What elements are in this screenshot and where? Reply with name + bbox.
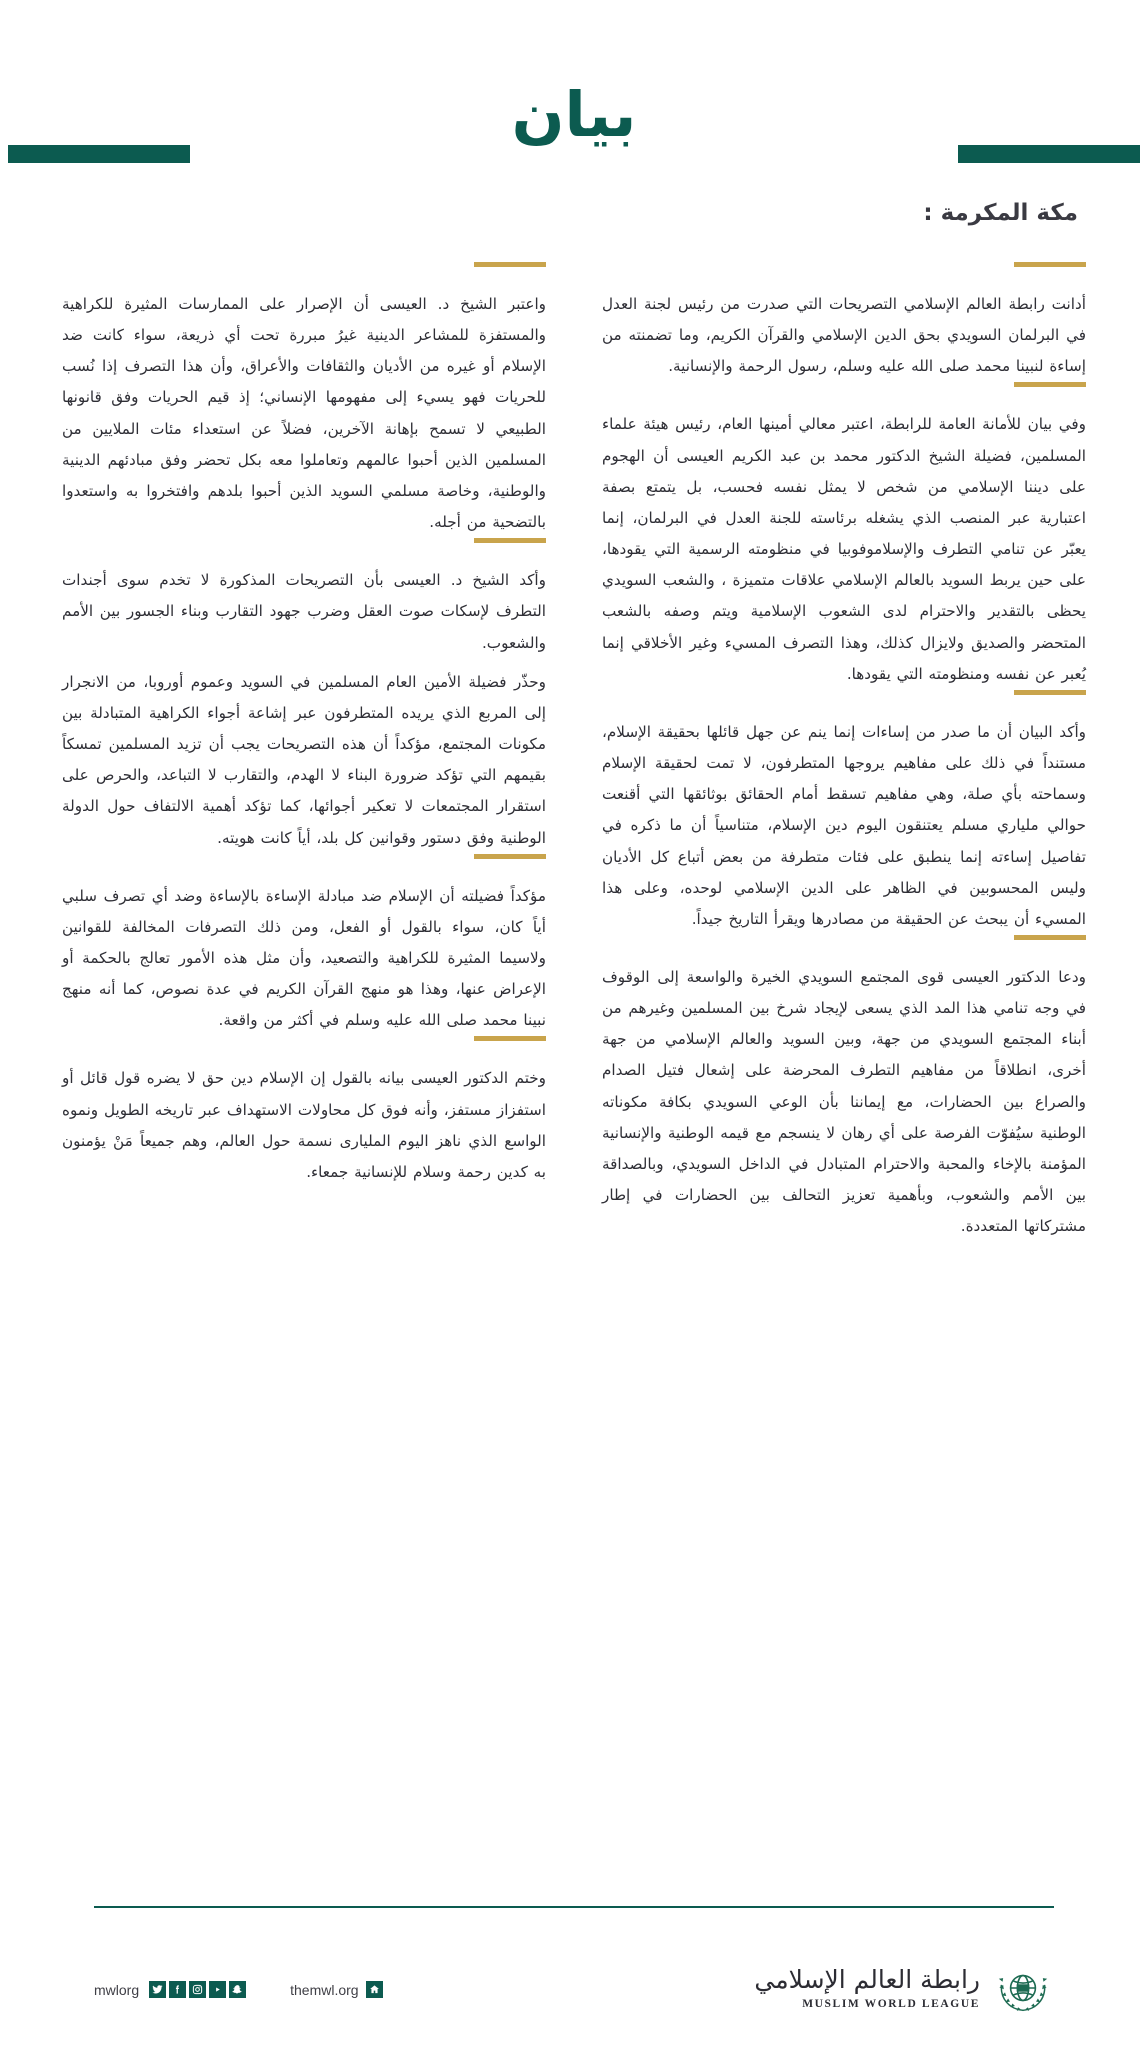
left-block-1 xyxy=(62,262,546,538)
footer-content xyxy=(94,1957,1054,2037)
footer-divider xyxy=(94,1906,1054,1908)
paragraph: وفي بيان للأمانة العامة للرابطة، اعتبر معالي أمينها العام، رئيس هيئة علماء المسلمين، فضيلة الشيخ الدكتور محمد بن عبد الكريم العيسى أن الهجوم على ديننا الإسلامي من شخص لا يمثل نفسه فحسب، بل يتمتع بصفة اعتبارية عبر المنصب الذي يشغله برئاسته للجنة العدل في البرلمان، إنما يعبّر عن تنامي التطرف والإسلاموفوبيا في منظومته الرسمية التي يقودها، على حين يربط السويد بالعالم الإسلامي علاقات متميزة ، والشعب السويدي يحظى بالتقدير والاحترام لدى الشعوب الإسلامية ويتم وصفه بالشعب المتحضر والصديق ولايزال كذلك، وهذا التصرف المسيء وغير الأخلاقي إنما يُعبر عن نفسه ومنظومته التي يقودها. xyxy=(602,415,1086,683)
website-label: themwl.org xyxy=(290,1981,359,1998)
gold-divider xyxy=(474,538,546,543)
website-link[interactable] xyxy=(290,1981,382,1998)
gold-divider xyxy=(1014,262,1086,267)
home-icon[interactable] xyxy=(366,1981,383,1998)
gold-divider xyxy=(474,1036,546,1041)
paragraph: ودعا الدكتور العيسى قوى المجتمع السويدي الخيرة والواسعة إلى الوقوف في وجه تنامي هذا المد الذي يسعى لإيجاد شرخ بين المسلمين وغيرهم من أبناء المجتمع السويدي من جهة، وبين السويد والعالم الإسلامي من جهة أخرى، انطلاقاً من مفاهيم التطرف المحرضة على إشعال فتيل الصدام والصراع بين الحضارات، مع إيماننا بأن الوعي السويدي بكافة مكوناته الوطنية سيُفوّت الفرصة على أي رهان لا ينسجم مع قيمه الوطنية والإنسانية المؤمنة بالإخاء والمحبة والاحترام المتبادل في الداخل السويدي، وبالصداقة بين الأمم والشعوب، وبأهمية تعزيز التحالف بين الحضارات في إطار مشتركاتها المتعددة. xyxy=(602,967,1086,1236)
social-links xyxy=(94,1981,383,1998)
social-handle: mwlorg xyxy=(94,1981,140,1998)
youtube-icon[interactable] xyxy=(209,1981,226,1998)
paragraph: وختم الدكتور العيسى بيانه بالقول إن الإسلام دين حق لا يضره قول قائل أو استفزاز مستفز، وأنه فوق كل محاولات الاستهداف عبر تاريخه الطويل ونموه الواسع الذي ناهز اليوم المليارى نسمة حول العالم، وهم جميعاً مَنْ يؤمنون به كدين رحمة وسلام للإنسانية جمعاء. xyxy=(62,1069,546,1181)
logo-text xyxy=(754,1966,980,2010)
organization-logo xyxy=(754,1957,1054,2019)
left-block-2 xyxy=(62,538,546,853)
social-icon-row xyxy=(149,1981,246,1998)
right-block-4 xyxy=(602,935,1086,1242)
right-column xyxy=(602,262,1086,1873)
left-block-3 xyxy=(62,854,546,1037)
body-columns xyxy=(62,262,1086,1873)
left-column xyxy=(62,262,546,1873)
dateline: مكة المكرمة : xyxy=(923,200,1078,226)
gold-divider xyxy=(474,854,546,859)
logo-english-name: MUSLIM WORLD LEAGUE xyxy=(802,1997,980,2010)
twitter-icon[interactable] xyxy=(149,1981,166,1998)
right-block-2 xyxy=(602,382,1086,689)
header-rule-left xyxy=(8,145,190,163)
gold-divider xyxy=(1014,382,1086,387)
header-rule-right xyxy=(958,145,1140,163)
paragraph: وأكد الشيخ د. العيسى بأن التصريحات المذكورة لا تخدم سوى أجندات التطرف لإسكات صوت العقل وضرب جهود التقارب وبناء الجسور بين الأمم والشعوب. xyxy=(62,571,546,652)
page-header xyxy=(0,0,1148,226)
facebook-icon[interactable] xyxy=(169,1981,186,1998)
right-block-1 xyxy=(602,262,1086,382)
page-title: بيان xyxy=(511,78,637,151)
gold-divider xyxy=(1014,935,1086,940)
left-block-4 xyxy=(62,1036,546,1188)
paragraph: وأكد البيان أن ما صدر من إساءات إنما ينم عن جهل قائلها بحقيقة الإسلام، مستنداً في ذلك على مفاهيم يروجها المتطرفون، لا تمت لحقيقة الإسلام وسماحته بأي صلة، وهي مفاهيم تسقط أمام الحقائق بوثائقها التي أقنعت حوالي ملياري مسلم يعتنقون اليوم دين الإسلام، متناسياً أن ما ذكره في تفاصيل إساءته إنما ينطبق على فئات متطرفة من بعض أتباع كل الأديان وليس المحسوبين في الظاهر على الدين الإسلامي لوحده، وعلى هذا المسيء أن يبحث عن الحقيقة من مصادرها ويقرأ التاريخ جيداً. xyxy=(602,722,1086,928)
page-footer xyxy=(0,1873,1148,2048)
globe-wreath-emblem xyxy=(992,1957,1054,2019)
instagram-icon[interactable] xyxy=(189,1981,206,1998)
paragraph: وحذّر فضيلة الأمين العام المسلمين في السويد وعموم أوروبا، من الانجرار إلى المربع الذي يريده المتطرفون عبر إشاعة أجواء الكراهية المتبادلة بين مكونات المجتمع، مؤكداً أن هذه التصريحات يجب أن تزيد المسلمين تمسكاً بقيمهم التي تؤكد ضرورة البناء لا الهدم، والتقارب لا التباعد، والحرص على استقرار المجتمعات لا تعكير أجوائها، كما تؤكد أهمية الالتفاف حول الدولة الوطنية وفق دستور وقوانين كل بلد، أياً كانت هويته. xyxy=(62,672,546,847)
paragraph: مؤكداً فضيلته أن الإسلام ضد مبادلة الإساءة بالإساءة وضد أي تصرف سلبي أياً كان، سواء بالقول أو الفعل، ومن ذلك التصرفات المخالفة للقوانين ولاسيما المثيرة للكراهية والتصعيد، وأن مثل هذه الأمور تعالج بالحكمة أو الإعراض عنها، وهذا هو منهج القرآن الكريم في عدة نصوص، كما أنه منهج نبينا محمد صلى الله عليه وسلم في أكثر من واقعة. xyxy=(62,886,546,1030)
paragraph: أدانت رابطة العالم الإسلامي التصريحات التي صدرت من رئيس لجنة العدل في البرلمان السويدي بحق الدين الإسلامي والقرآن الكريم، وما تضمنته من إساءة لنبينا محمد صلى الله عليه وسلم، رسول الرحمة والإنسانية. xyxy=(602,295,1086,376)
paragraph: واعتبر الشيخ د. العيسى أن الإصرار على الممارسات المثيرة للكراهية والمستفزة للمشاعر الدينية غيرُ مبررة تحت أي ذريعة، سواء كانت ضد الإسلام أو غيره من الأديان والثقافات والأعراق، وأن هذا التصرف إذا نُسب للحريات فهو يسيء إلى مفهومها الإنساني؛ إذ قيم الحريات وفق قانونها الطبيعي لا تسمح بإهانة الآخرين، فضلاً عن استعداء مئات الملايين من المسلمين الذين أحبوا عالمهم وتعاملوا معه بكل تحضر وفق مبادئهم الدينية والوطنية، وخاصة مسلمي السويد الذين أحبوا بلدهم وافتخروا به واستعدوا بالتضحية من أجله. xyxy=(62,295,546,532)
right-block-3 xyxy=(602,690,1086,935)
gold-divider xyxy=(1014,690,1086,695)
gold-divider xyxy=(474,262,546,267)
snapchat-icon[interactable] xyxy=(229,1981,246,1998)
logo-arabic-name: رابطة العالم الإسلامي xyxy=(754,1965,980,1995)
